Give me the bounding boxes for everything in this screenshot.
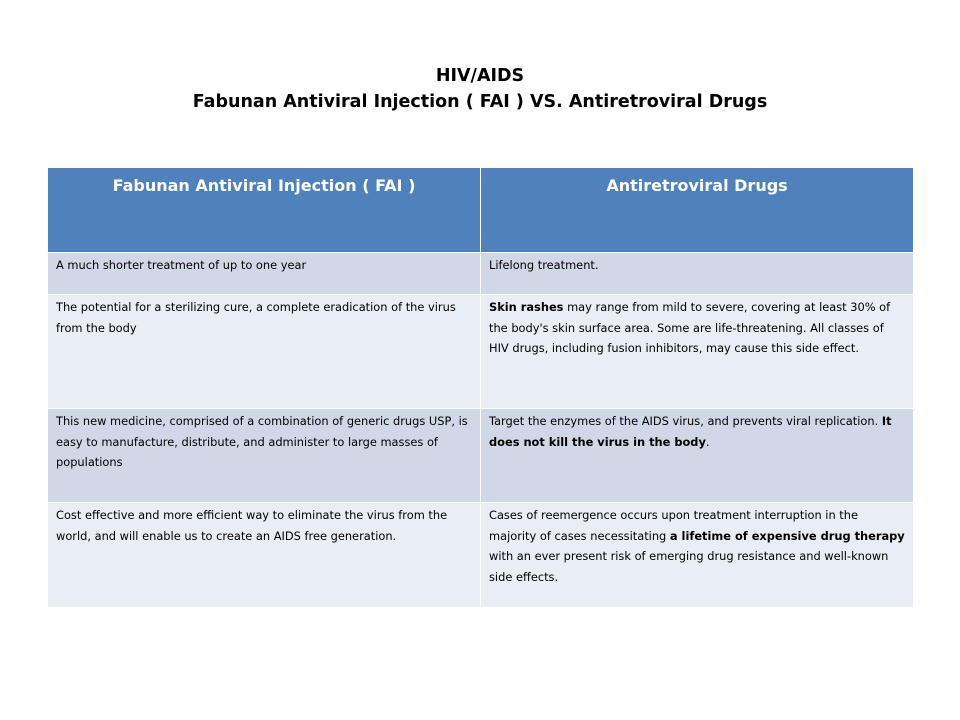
cell-fai: [48, 503, 481, 608]
cell-text: A much shorter treatment of up to one year: [56, 258, 307, 272]
cell-fai: [48, 295, 481, 409]
table-row: [48, 295, 914, 409]
cell-text: with an ever present risk of emerging drug resistance and well-known side effects.: [489, 549, 889, 584]
cell-text: This new medicine, comprised of a combination of generic drugs USP, is easy to manufacture, distribute, and administer to large masses of populations: [56, 414, 468, 469]
cell-antiretroviral: [481, 409, 914, 503]
cell-fai: [48, 409, 481, 503]
cell-antiretroviral: [481, 253, 914, 295]
header-fai: Fabunan Antiviral Injection ( FAI ): [48, 168, 481, 253]
cell-text: Cost effective and more efficient way to eliminate the virus from the world, and will enable us to create an AIDS free generation.: [56, 508, 448, 543]
cell-text: Target the enzymes of the AIDS virus, and prevents viral replication.: [489, 414, 882, 428]
cell-text-bold: Skin rashes: [489, 300, 564, 314]
comparison-table: [47, 167, 914, 608]
cell-text-bold: It does not kill the virus in the body: [489, 414, 892, 449]
cell-antiretroviral: [481, 295, 914, 409]
cell-antiretroviral: [481, 503, 914, 608]
slide-title-line-2: Fabunan Antiviral Injection ( FAI ) VS. Antiretroviral Drugs: [192, 92, 768, 112]
cell-text: Lifelong treatment.: [489, 258, 599, 272]
cell-fai: [48, 253, 481, 295]
cell-text: Cases of reemergence occurs upon treatment interruption in the majority of cases necessitating: [489, 508, 858, 543]
cell-text-bold: a lifetime of expensive drug therapy: [669, 528, 905, 543]
table-row: [48, 503, 914, 608]
table-row: [48, 253, 914, 295]
cell-text: .: [705, 434, 710, 449]
slide-title: [0, 63, 960, 115]
header-antiretroviral: Antiretroviral Drugs: [481, 168, 914, 253]
cell-text: may range from mild to severe, covering at least 30% of the body's skin surface area. Some are life-threatening. All classes of HIV drugs, including fusion inhibitors, may cause this side effect.: [489, 300, 891, 355]
table-row: [48, 409, 914, 503]
cell-text: The potential for a sterilizing cure, a complete eradication of the virus from the body: [56, 300, 456, 335]
slide-title-line-1: HIV/AIDS: [435, 66, 525, 86]
table-header-row: [48, 168, 914, 253]
